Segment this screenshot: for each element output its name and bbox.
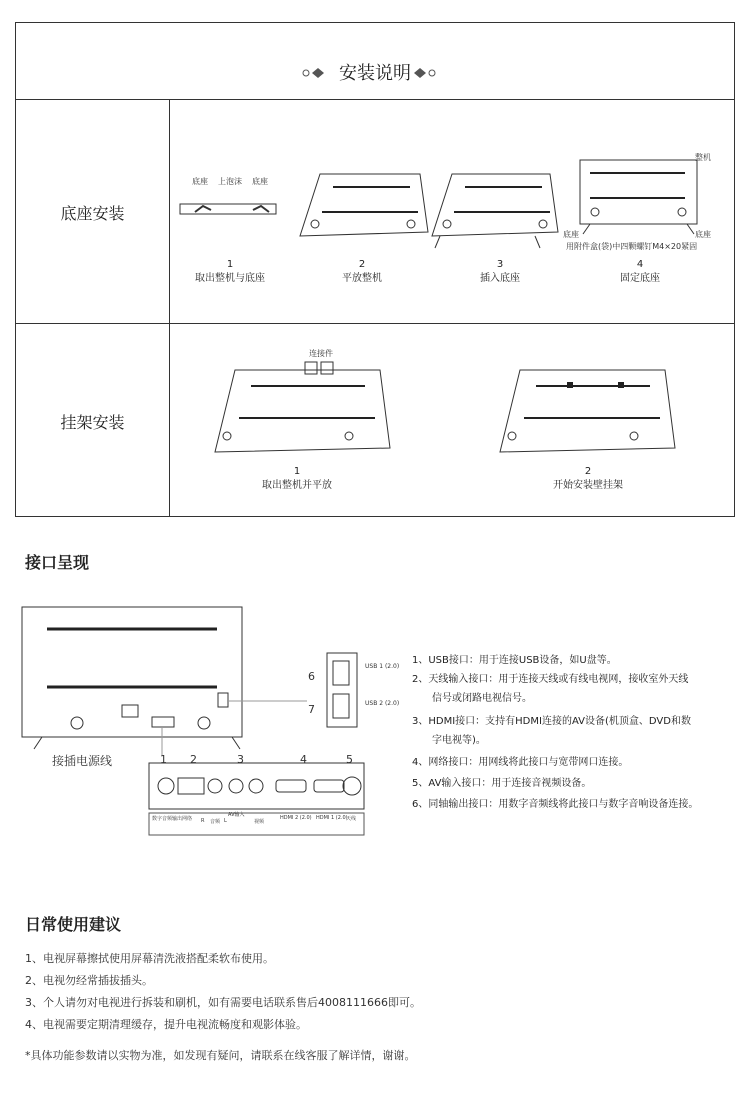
usb1-label: USB 1 (2.0) — [365, 663, 400, 670]
step-number: 2 — [358, 259, 366, 270]
step-number: 3 — [496, 259, 504, 270]
annot-stand-left: 底座 — [192, 177, 208, 186]
step-caption — [237, 465, 357, 493]
callout-1: 1 — [160, 753, 167, 766]
panel-label: 数字音频输出 — [152, 816, 183, 822]
annot-stand-right-4: 底座 — [695, 230, 711, 239]
port-desc: 6、同轴输出接口：用数字音频线将此接口与数字音响设备连接。 — [412, 799, 699, 810]
step-caption — [312, 258, 412, 286]
callout-3: 3 — [237, 753, 244, 766]
callout-5: 5 — [346, 753, 353, 766]
annot-screws: 用附件盒(袋)中四颗螺钉M4×20紧固 — [566, 242, 698, 251]
tv-wall-2 — [500, 370, 675, 452]
step-label: 平放整机 — [342, 273, 382, 284]
panel-sub-label: 音频 — [210, 819, 221, 825]
step-caption — [528, 465, 648, 493]
panel-label: 网络 — [182, 816, 193, 822]
step-caption — [590, 258, 690, 286]
panel-sub-label: R — [201, 818, 205, 824]
tip-note: *具体功能参数请以实物为准，如发现有疑问，请联系在线客服了解详情，谢谢。 — [25, 1049, 416, 1062]
step-label: 插入底座 — [480, 273, 520, 284]
panel-label: AV输入 — [228, 812, 245, 818]
tip-item: 1、电视屏幕擦拭使用屏幕清洗液搭配柔软布使用。 — [25, 952, 274, 965]
port-desc: 信号或闭路电视信号。 — [432, 693, 532, 704]
callout-2: 2 — [190, 753, 197, 766]
tv-stand-fixed — [580, 160, 697, 234]
usb2-label: USB 2 (2.0) — [365, 700, 400, 707]
annot-stand-left-4: 底座 — [563, 230, 579, 239]
step-caption — [450, 258, 550, 286]
step-label: 取出整机并平放 — [262, 480, 332, 491]
step-number: 1 — [226, 259, 234, 270]
panel-label: 天线 — [346, 816, 357, 822]
port-desc: 字电视等)。 — [432, 735, 486, 746]
annot-stand-right: 底座 — [252, 177, 268, 186]
panel-sub-label: 视频 — [254, 819, 265, 825]
step-number: 4 — [636, 259, 644, 270]
callout-7: 7 — [308, 703, 315, 716]
ports-diagram — [22, 605, 392, 835]
row-label-stand: 底座安装 — [60, 204, 125, 223]
port-desc: 1、USB接口：用于连接USB设备，如U盘等。 — [412, 655, 617, 666]
panel-sub-label: L — [224, 818, 227, 824]
tv-flat-1 — [300, 174, 428, 236]
port-desc: 4、网络接口：用网线将此接口与宽带网口连接。 — [412, 757, 629, 768]
callout-4: 4 — [300, 753, 307, 766]
step-number: 2 — [584, 466, 592, 477]
tv-wall-1 — [215, 370, 390, 452]
table-divider — [16, 323, 734, 324]
tip-item: 2、电视勿经常插拔插头。 — [25, 974, 153, 987]
tips-heading: 日常使用建议 — [25, 915, 122, 934]
tv-flat-2 — [432, 174, 558, 248]
step-label: 开始安装壁挂架 — [553, 480, 623, 491]
step-label: 固定底座 — [620, 273, 660, 284]
install-title: 安装说明 — [339, 63, 411, 84]
panel-label: HDMI 1 (2.0) — [316, 815, 348, 821]
port-desc: 5、AV输入接口：用于连接音视频设备。 — [412, 778, 592, 789]
annot-tv: 整机 — [695, 153, 711, 162]
port-desc: 2、天线输入接口：用于连接天线或有线电视网，接收室外天线 — [412, 674, 689, 685]
power-label: 接插电源线 — [52, 754, 113, 768]
ports-heading: 接口呈现 — [25, 553, 90, 572]
annot-connector: 连接件 — [309, 349, 333, 358]
row-label-wall: 挂架安装 — [60, 413, 125, 432]
annot-foam: 上泡沫 — [218, 177, 242, 186]
step-number: 1 — [293, 466, 301, 477]
callout-6: 6 — [308, 670, 315, 683]
stand-illustrations — [15, 100, 735, 320]
step-caption — [180, 258, 280, 286]
tip-item: 3、个人请勿对电视进行拆装和刷机，如有需要电话联系售后4008111666即可。 — [25, 996, 421, 1009]
panel-label: HDMI 2 (2.0) — [280, 815, 312, 821]
tip-item: 4、电视需要定期清理缓存，提升电视流畅度和观影体验。 — [25, 1018, 307, 1031]
step-label: 取出整机与底座 — [195, 273, 265, 284]
port-desc: 3、HDMI接口：支持有HDMI连接的AV设备(机顶盒、DVD和数 — [412, 716, 691, 727]
